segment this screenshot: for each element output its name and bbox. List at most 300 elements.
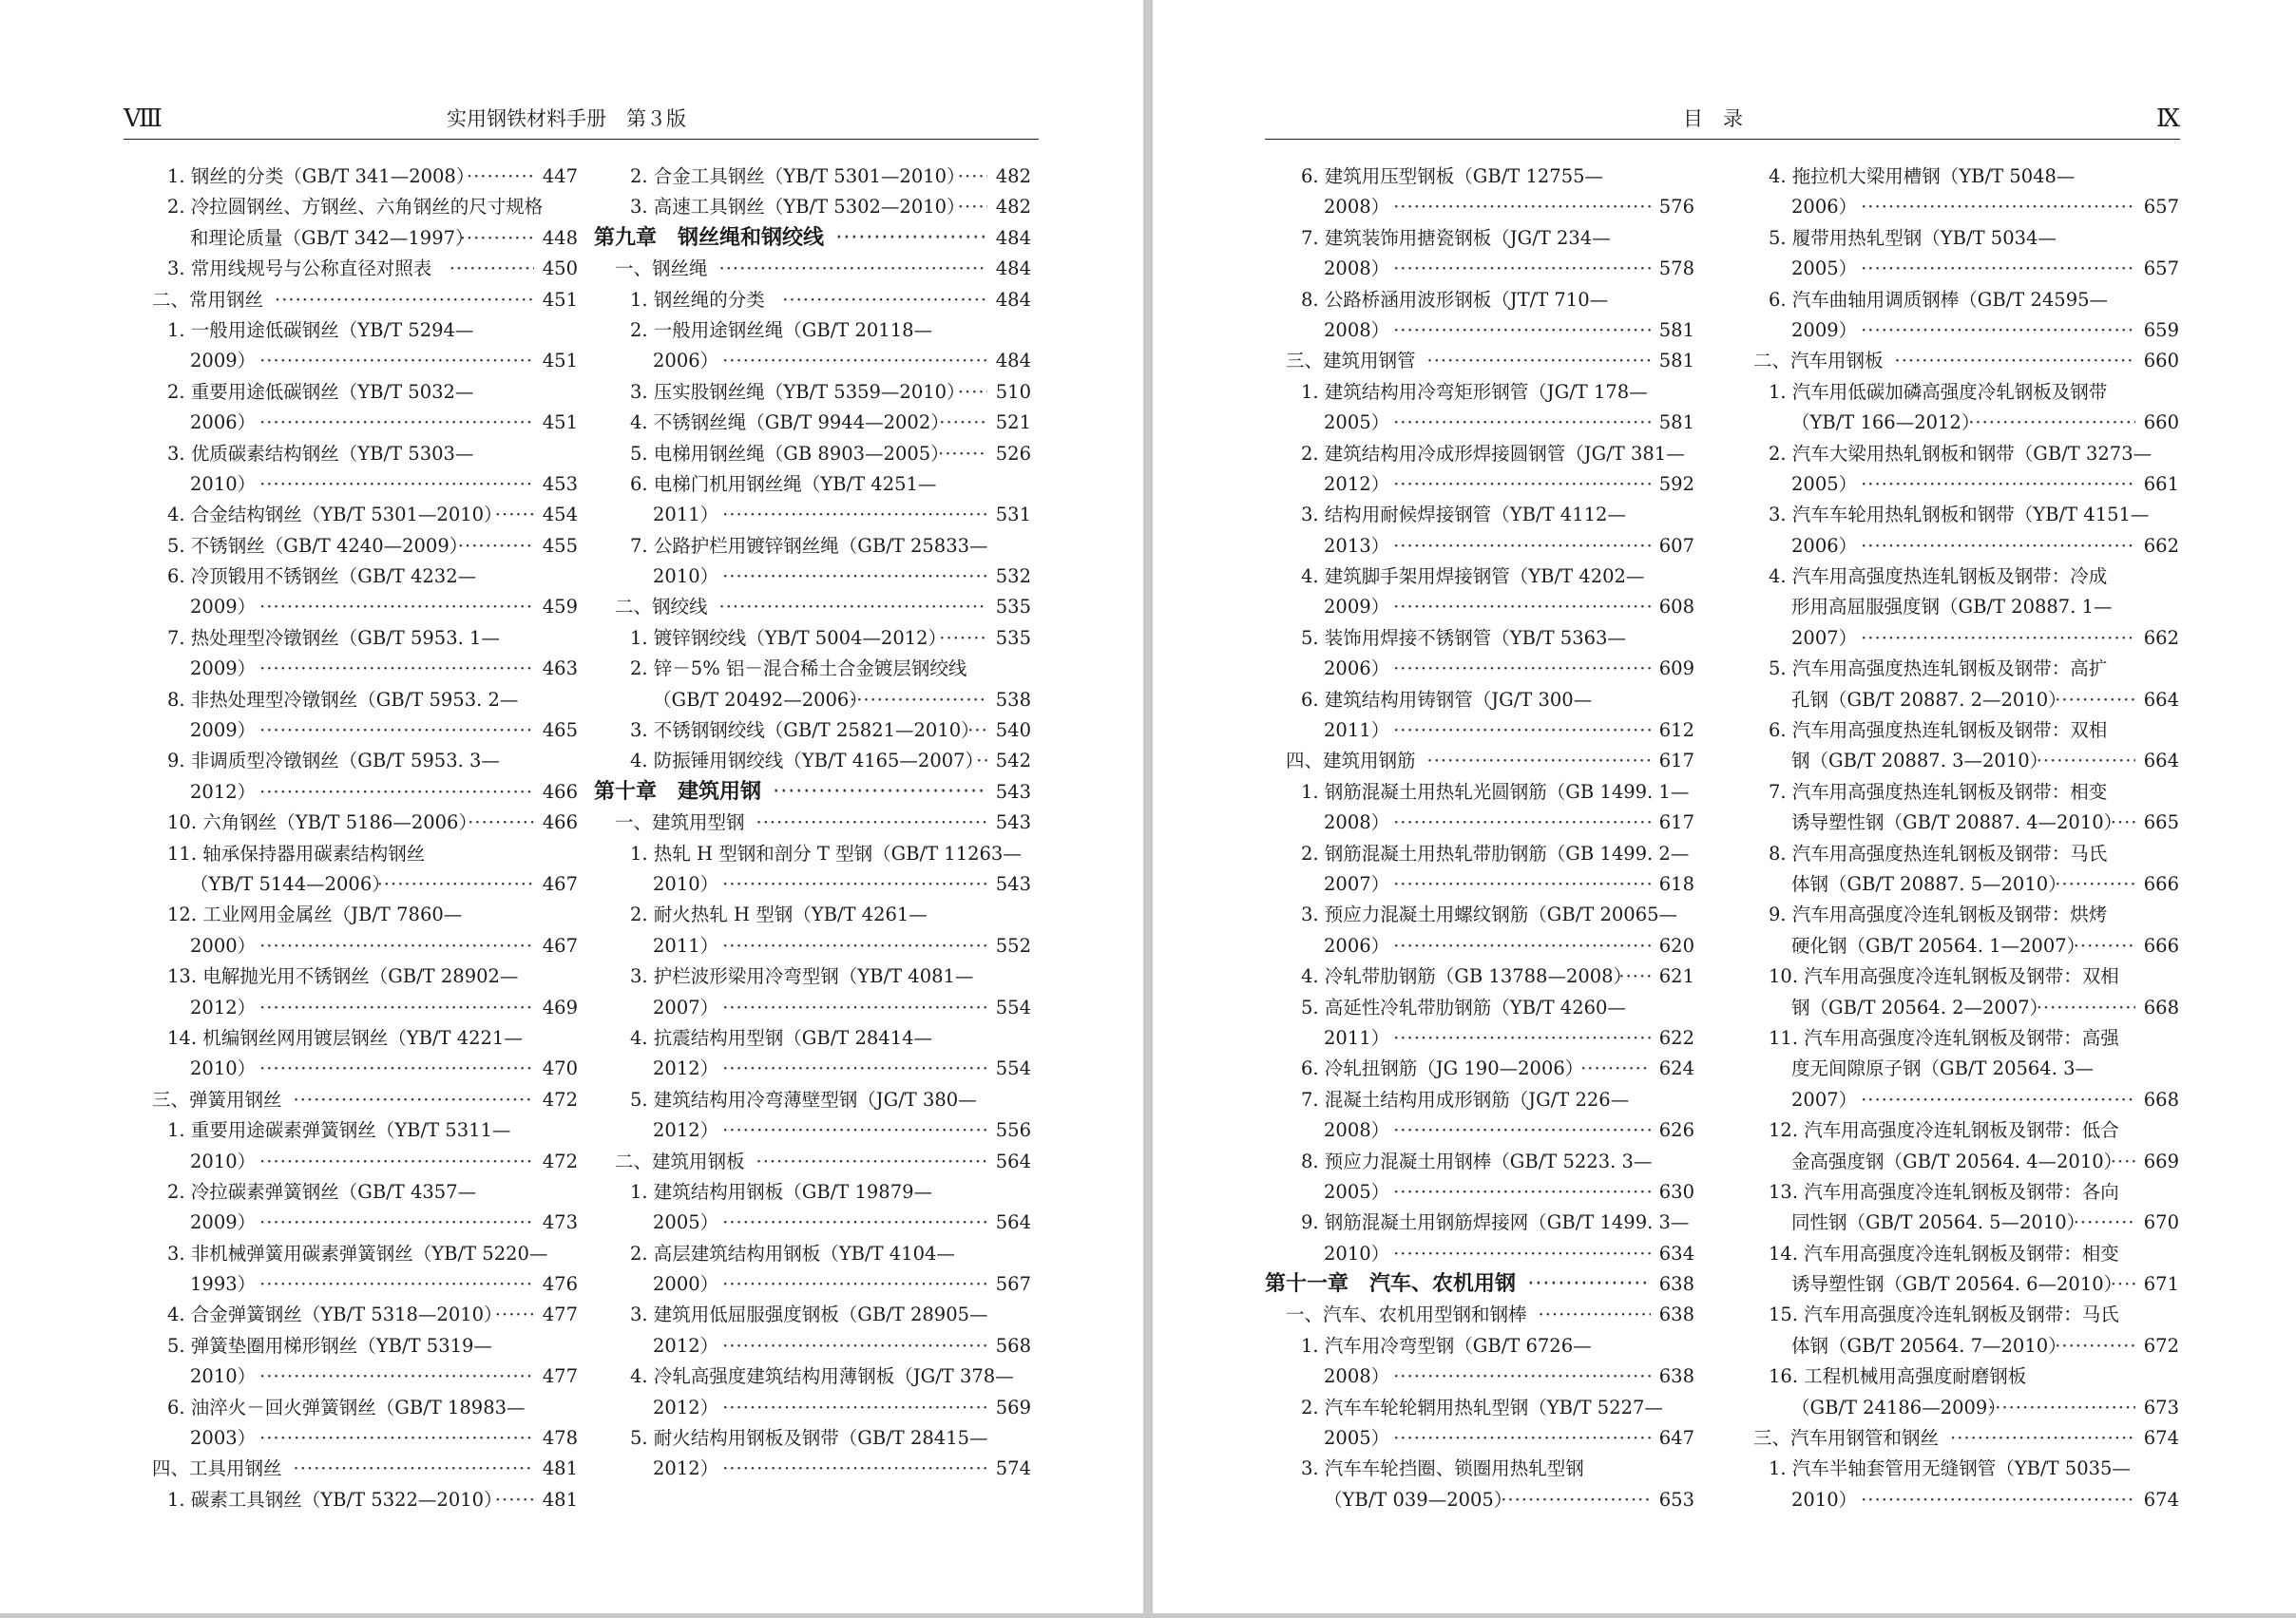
toc-entry — [1265, 315, 1694, 346]
toc-entry-title: 10. 六角钢丝（YB/T 5186—2006） — [167, 811, 477, 834]
toc-entry — [1732, 223, 2179, 254]
toc-entry-title: 2009） — [1791, 318, 1858, 341]
toc-entry — [1732, 839, 2179, 869]
toc-entry — [1732, 439, 2179, 469]
toc-page-number: 661 — [2143, 472, 2179, 495]
toc-entry-title: 13. 汽车用高强度冷连轧钢板及钢带：各向 — [1769, 1180, 2119, 1203]
toc-entry-title: 13. 电解抛光用不锈钢丝（GB/T 28902— — [167, 965, 519, 988]
toc-entry — [131, 223, 578, 254]
toc-page-number: 472 — [542, 1088, 578, 1111]
toc-page-number: 567 — [995, 1273, 1031, 1296]
leader-dots — [458, 531, 534, 562]
toc-entry-title: 2008） — [1324, 318, 1390, 341]
toc-entry — [1265, 1177, 1694, 1208]
toc-entry-title: 2. 钢筋混凝土用热轧带肋钢筋（GB 1499. 2— — [1301, 842, 1690, 865]
leader-dots — [259, 777, 534, 808]
toc-entry — [131, 1177, 578, 1208]
leader-dots — [495, 1300, 534, 1330]
leader-dots — [467, 162, 534, 192]
toc-entry — [1732, 162, 2179, 192]
leader-dots — [2111, 808, 2135, 838]
toc-page-number: 531 — [995, 504, 1031, 526]
toc-page-number: 564 — [995, 1211, 1031, 1234]
toc-entry-title: 2008） — [1324, 1119, 1390, 1142]
leader-dots — [719, 254, 988, 284]
leader-dots — [2055, 869, 2135, 900]
toc-entry-title: 2010） — [190, 472, 257, 495]
toc-entry-title: 2010） — [1324, 1242, 1390, 1265]
toc-entry-title: 二、常用钢丝 — [152, 288, 264, 311]
toc-entry-title: （YB/T 039—2005） — [1324, 1488, 1513, 1511]
toc-page-number: 521 — [995, 411, 1031, 434]
toc-entry-title: 诱导塑性钢（GB/T 20564. 6—2010） — [1791, 1273, 2123, 1296]
toc-entry — [1265, 1208, 1694, 1238]
toc-page-number: 617 — [1658, 750, 1694, 772]
toc-chapter — [594, 223, 1031, 254]
toc-entry — [131, 469, 578, 500]
toc-page-number: 543 — [995, 780, 1031, 803]
toc-entry — [594, 1239, 1031, 1269]
toc-entry — [131, 592, 578, 622]
leader-dots — [1393, 1423, 1651, 1454]
toc-entry-title: 2010） — [653, 565, 719, 588]
toc-entry-title: 14. 汽车用高强度冷连轧钢板及钢带：相变 — [1769, 1242, 2119, 1265]
toc-entry — [1732, 746, 2179, 776]
toc-entry — [1732, 408, 2179, 438]
toc-entry — [1732, 715, 2179, 746]
toc-entry-title: 9. 汽车用高强度冷连轧钢板及钢带：烘烤 — [1769, 904, 2108, 926]
toc-page-number: 484 — [995, 257, 1031, 280]
toc-entry-title: 3. 非机械弹簧用碳素弹簧钢丝（YB/T 5220— — [167, 1242, 548, 1265]
toc-section — [131, 1085, 578, 1115]
toc-entry — [1265, 1054, 1694, 1084]
toc-entry — [1732, 931, 2179, 961]
toc-page-number: 668 — [2143, 1088, 2179, 1111]
leader-dots — [1393, 1361, 1651, 1392]
leader-dots — [1393, 469, 1651, 500]
toc-entry-title: 2005） — [1324, 1427, 1390, 1450]
toc-page-number: 624 — [1658, 1057, 1694, 1080]
toc-entry-title: 二、建筑用钢板 — [615, 1150, 745, 1172]
toc-entry-title: 8. 公路桥涵用波形钢板（JT/T 710— — [1301, 288, 1609, 311]
toc-page-number: 484 — [995, 288, 1031, 311]
leader-dots — [835, 223, 987, 254]
leader-dots — [722, 1269, 987, 1300]
toc-entry-title: 2009） — [1324, 596, 1390, 619]
toc-page-number: 463 — [542, 657, 578, 680]
toc-entry-title: 5. 耐火结构用钢板及钢带（GB/T 28415— — [630, 1427, 988, 1450]
toc-entry-title: 1. 热轧 H 型钢和剖分 T 型钢（GB/T 11263— — [630, 842, 1022, 865]
toc-entry — [1265, 469, 1694, 500]
leader-dots — [2074, 1208, 2135, 1238]
toc-entry — [594, 346, 1031, 376]
toc-entry — [1265, 654, 1694, 684]
leader-dots — [722, 1331, 987, 1361]
toc-entry-title: 4. 建筑脚手架用焊接钢管（YB/T 4202— — [1301, 565, 1645, 588]
toc-entry — [1265, 162, 1694, 192]
leader-dots — [294, 1085, 535, 1115]
toc-page-number: 477 — [542, 1304, 578, 1326]
toc-page-number: 634 — [1658, 1242, 1694, 1265]
toc-entry — [594, 1115, 1031, 1146]
toc-page-number: 668 — [2143, 996, 2179, 1018]
toc-entry-title: 1. 汽车用冷弯型钢（GB/T 6726— — [1301, 1334, 1592, 1357]
running-title: 实用钢铁材料手册 第３版 — [447, 107, 686, 130]
toc-page-number: 482 — [995, 196, 1031, 219]
leader-dots — [2037, 993, 2135, 1023]
toc-entry — [594, 192, 1031, 222]
toc-entry-title: 2. 锌－5% 铝－混合稀土合金镀层钢绞线 — [630, 657, 967, 680]
toc-page-number: 556 — [995, 1119, 1031, 1142]
toc-section — [1732, 346, 2179, 376]
toc-entry-title: 2008） — [1324, 811, 1390, 834]
leader-dots — [967, 715, 987, 746]
leader-dots — [259, 346, 534, 376]
toc-entry — [1265, 408, 1694, 438]
toc-entry — [594, 469, 1031, 500]
leader-dots — [958, 162, 987, 192]
toc-entry-title: 12. 汽车用高强度冷连轧钢板及钢带：低合 — [1769, 1119, 2119, 1142]
toc-entry-title: 2006） — [1791, 196, 1858, 219]
toc-entry-title: 4. 冷轧带肋钢筋（GB 13788—2008） — [1301, 965, 1633, 988]
toc-entry — [131, 654, 578, 684]
toc-entry-title: 2012） — [653, 1057, 719, 1080]
leader-dots — [259, 408, 534, 438]
toc-entry — [1732, 1208, 2179, 1238]
toc-entry-title: 2. 汽车车轮轮辋用热轧型钢（YB/T 5227— — [1301, 1396, 1663, 1418]
leader-dots — [468, 808, 534, 838]
leader-dots — [1393, 531, 1651, 562]
toc-entry — [1732, 869, 2179, 900]
toc-page-number: 576 — [1658, 196, 1694, 219]
toc-page-number: 612 — [1658, 719, 1694, 742]
leader-dots — [259, 715, 534, 746]
toc-entry-title: 2005） — [1791, 472, 1858, 495]
toc-entry — [1265, 285, 1694, 315]
toc-entry — [594, 408, 1031, 438]
leader-dots — [1393, 315, 1651, 346]
toc-entry-title: 1. 建筑结构用钢板（GB/T 19879— — [630, 1180, 933, 1203]
toc-page-number: 453 — [542, 472, 578, 495]
toc-entry — [131, 1115, 578, 1146]
leader-dots — [1895, 346, 2136, 376]
toc-entry — [1265, 1023, 1694, 1054]
toc-entry — [1265, 531, 1694, 562]
toc-entry-title: 15. 汽车用高强度冷连轧钢板及钢带：马氏 — [1769, 1304, 2119, 1326]
leader-dots — [377, 869, 534, 900]
toc-entry — [1732, 1023, 2179, 1054]
toc-entry — [594, 993, 1031, 1023]
toc-page-number: 454 — [542, 504, 578, 526]
toc-entry — [594, 162, 1031, 192]
toc-entry — [1732, 1147, 2179, 1177]
toc-entry — [1732, 562, 2179, 592]
leader-dots — [2111, 1269, 2135, 1300]
toc-section — [131, 1454, 578, 1484]
toc-page-number: 477 — [542, 1365, 578, 1388]
toc-entry — [1732, 1331, 2179, 1361]
toc-entry-title: 2010） — [190, 1365, 257, 1388]
toc-entry-title: 2008） — [1324, 1365, 1390, 1388]
toc-column — [1265, 162, 1694, 1515]
toc-entry-title: 1. 重要用途碳素弹簧钢丝（YB/T 5311— — [167, 1119, 511, 1142]
toc-entry-title: 8. 汽车用高强度热连轧钢板及钢带：马氏 — [1769, 842, 2108, 865]
leader-dots — [722, 1393, 987, 1423]
toc-entry-title: 2. 冷拉碳素弹簧钢丝（GB/T 4357— — [167, 1180, 477, 1203]
toc-section — [1265, 346, 1694, 376]
leader-dots — [1618, 961, 1651, 992]
toc-page-number: 664 — [2143, 688, 2179, 711]
toc-entry — [1732, 1300, 2179, 1330]
toc-entry — [131, 439, 578, 469]
leader-dots — [722, 1115, 987, 1146]
toc-entry — [1265, 993, 1694, 1023]
toc-entry-title: 2007） — [1324, 872, 1390, 895]
toc-entry-title: 2010） — [653, 872, 719, 895]
toc-page-number: 653 — [1658, 1488, 1694, 1511]
toc-page-number: 448 — [542, 226, 578, 249]
toc-page-number: 552 — [995, 934, 1031, 957]
toc-entry-title: 2006） — [1324, 934, 1390, 957]
leader-dots — [1393, 931, 1651, 961]
toc-page-number: 581 — [1658, 318, 1694, 341]
toc-entry-title: 4. 防振锤用钢绞线（YB/T 4165—2007） — [630, 750, 985, 772]
toc-entry — [1732, 469, 2179, 500]
toc-entry-title: 2006） — [1791, 534, 1858, 557]
leader-dots — [939, 623, 987, 654]
toc-entry — [131, 746, 578, 776]
leader-dots — [958, 377, 987, 408]
toc-entry — [131, 315, 578, 346]
leader-dots — [259, 592, 534, 622]
leader-dots — [1861, 192, 2135, 222]
toc-entry-title: 5. 不锈钢丝（GB/T 4240—2009） — [167, 534, 469, 557]
toc-entry-title: 形用高屈服强度钢（GB/T 20887. 1— — [1791, 596, 2113, 619]
toc-entry-title: 3. 高速工具钢丝（YB/T 5302—2010） — [630, 196, 966, 219]
toc-entry — [594, 285, 1031, 315]
toc-page-number: 607 — [1658, 534, 1694, 557]
toc-entry-title: 9. 非调质型冷镦钢丝（GB/T 5953. 3— — [167, 750, 500, 772]
left-page-header — [124, 103, 1039, 140]
toc-entry-title: 2007） — [653, 996, 719, 1018]
leader-dots — [450, 254, 534, 284]
toc-page-number: 542 — [995, 750, 1031, 772]
leader-dots — [259, 1054, 534, 1084]
toc-entry-title: 7. 汽车用高强度热连轧钢板及钢带：相变 — [1769, 780, 2108, 803]
toc-entry — [1265, 715, 1694, 746]
toc-page-number: 660 — [2143, 411, 2179, 434]
toc-entry — [1732, 808, 2179, 838]
toc-entry — [131, 1361, 578, 1392]
leader-dots — [259, 1147, 534, 1177]
leader-dots — [1861, 254, 2135, 284]
toc-entry — [131, 777, 578, 808]
toc-entry — [1732, 500, 2179, 530]
toc-entry-title: 2008） — [1324, 257, 1390, 280]
toc-entry — [131, 1054, 578, 1084]
toc-entry-title: 3. 汽车车轮挡圈、锁圈用热轧型钢 — [1301, 1457, 1584, 1480]
toc-page-number: 467 — [542, 934, 578, 957]
toc-page-number: 620 — [1658, 934, 1694, 957]
leader-dots — [782, 285, 987, 315]
toc-page-number: 647 — [1658, 1427, 1694, 1450]
toc-page-number: 469 — [542, 996, 578, 1018]
toc-entry-title: 一、建筑用型钢 — [615, 811, 745, 834]
toc-entry-title: 2005） — [653, 1211, 719, 1234]
toc-entry — [131, 1300, 578, 1330]
toc-entry — [1265, 931, 1694, 961]
running-title: 目 录 — [1683, 107, 1743, 130]
toc-entry — [131, 408, 578, 438]
toc-entry — [594, 1300, 1031, 1330]
leader-dots — [259, 654, 534, 684]
toc-entry — [131, 808, 578, 838]
toc-entry — [594, 377, 1031, 408]
toc-entry — [131, 192, 578, 222]
toc-entry-title: 2005） — [1324, 1180, 1390, 1203]
toc-entry — [131, 562, 578, 592]
toc-entry — [594, 500, 1031, 530]
toc-entry-title: 硬化钢（GB/T 20564. 1—2007） — [1791, 934, 2086, 957]
leader-dots — [495, 500, 534, 530]
toc-entry-title: 4. 拖拉机大梁用槽钢（YB/T 5048— — [1769, 165, 2076, 187]
toc-entry — [1265, 900, 1694, 930]
toc-entry-title: 5. 汽车用高强度热连轧钢板及钢带：高扩 — [1769, 657, 2108, 680]
leader-dots — [495, 1485, 534, 1515]
toc-column — [131, 162, 578, 1515]
toc-entry — [1265, 685, 1694, 715]
toc-page-number: 574 — [995, 1457, 1031, 1480]
toc-entry — [1265, 1361, 1694, 1392]
toc-entry-title: 10. 汽车用高强度冷连轧钢板及钢带：双相 — [1769, 965, 2119, 988]
toc-entry-title: 2009） — [190, 719, 257, 742]
toc-entry — [1732, 1454, 2179, 1484]
toc-entry — [1265, 1393, 1694, 1423]
leader-dots — [1393, 1115, 1651, 1146]
toc-section — [594, 592, 1031, 622]
toc-entry — [1732, 192, 2179, 222]
toc-page-number: 666 — [2143, 872, 2179, 895]
toc-section — [1265, 746, 1694, 776]
toc-entry-title: 2000） — [190, 934, 257, 957]
toc-entry — [131, 500, 578, 530]
toc-entry — [594, 1393, 1031, 1423]
toc-page-number: 638 — [1658, 1365, 1694, 1388]
toc-entry — [594, 1454, 1031, 1484]
toc-page-number: 535 — [995, 596, 1031, 619]
toc-page-number: 581 — [1658, 411, 1694, 434]
leader-dots — [460, 223, 534, 254]
toc-section — [131, 285, 578, 315]
toc-page-number: 540 — [995, 719, 1031, 742]
toc-page-number: 657 — [2143, 196, 2179, 219]
toc-entry-title: 2011） — [653, 934, 719, 957]
toc-entry-title: 12. 工业网用金属丝（JB/T 7860— — [167, 904, 463, 926]
toc-page-number: 484 — [995, 226, 1031, 249]
toc-entry-title: 1. 镀锌钢绞线（YB/T 5004—2012） — [630, 626, 947, 649]
toc-page-number: 543 — [995, 811, 1031, 834]
toc-entry-title: 1. 碳素工具钢丝（YB/T 5322—2010） — [167, 1488, 503, 1511]
toc-page-number: 665 — [2143, 811, 2179, 834]
toc-column — [594, 162, 1031, 1485]
toc-entry-title: 2010） — [190, 1150, 257, 1172]
toc-entry-title: 3. 预应力混凝土用螺纹钢筋（GB/T 20065— — [1301, 904, 1678, 926]
toc-entry-title: 1. 一般用途低碳钢丝（YB/T 5294— — [167, 318, 474, 341]
toc-page-number: 467 — [542, 872, 578, 895]
toc-entry — [594, 746, 1031, 776]
leader-dots — [1393, 1239, 1651, 1269]
toc-chapter — [1265, 1269, 1694, 1300]
toc-page-number: 669 — [2143, 1150, 2179, 1172]
toc-entry — [1732, 254, 2179, 284]
toc-entry — [594, 869, 1031, 900]
toc-entry-title: 孔钢（GB/T 20887. 2—2010） — [1791, 688, 2067, 711]
toc-entry-title: 2. 汽车大梁用热轧钢板和钢带（GB/T 3273— — [1769, 442, 2152, 465]
toc-entry-title: 2013） — [1324, 534, 1390, 557]
toc-page-number: 578 — [1658, 257, 1694, 280]
leader-dots — [1393, 1177, 1651, 1208]
toc-page-number: 554 — [995, 996, 1031, 1018]
toc-entry-title: 2. 建筑结构用冷成形焊接圆钢管（JG/T 381— — [1301, 442, 1685, 465]
toc-entry-title: 2006） — [1324, 657, 1390, 680]
toc-page-number: 660 — [2143, 350, 2179, 372]
toc-entry — [1732, 1361, 2179, 1392]
toc-entry-title: 8. 预应力混凝土用钢棒（GB/T 5223. 3— — [1301, 1150, 1653, 1172]
toc-entry-title: 2003） — [190, 1427, 257, 1450]
toc-entry-title: 2012） — [190, 996, 257, 1018]
toc-entry — [594, 654, 1031, 684]
toc-entry-title: 诱导塑性钢（GB/T 20887. 4—2010） — [1791, 811, 2123, 834]
toc-entry — [1265, 623, 1694, 654]
toc-entry-title: （YB/T 5144—2006） — [190, 872, 391, 895]
toc-entry-title: 2009） — [190, 596, 257, 619]
toc-entry-title: （GB/T 24186—2009） — [1791, 1396, 2006, 1418]
toc-page-number: 638 — [1658, 1304, 1694, 1326]
toc-page-number: 465 — [542, 719, 578, 742]
leader-dots — [976, 746, 987, 776]
leader-dots — [1527, 1269, 1651, 1300]
leader-dots — [1393, 654, 1651, 684]
toc-page-number: 451 — [542, 411, 578, 434]
leader-dots — [1861, 1085, 2135, 1115]
toc-entry — [1732, 1115, 2179, 1146]
toc-entry — [131, 961, 578, 992]
leader-dots — [1393, 1023, 1651, 1054]
leader-dots — [722, 1054, 987, 1084]
toc-entry-title: 1. 建筑结构用冷弯矩形钢管（JG/T 178— — [1301, 380, 1648, 403]
toc-entry-title: 度无间隙原子钢（GB/T 20564. 3— — [1791, 1057, 2095, 1080]
leader-dots — [2055, 685, 2135, 715]
toc-entry-title: 一、汽车、农机用型钢和钢棒 — [1286, 1304, 1527, 1326]
page-number: Ⅷ — [124, 105, 163, 133]
toc-entry — [1265, 1147, 1694, 1177]
toc-page-number: 662 — [2143, 626, 2179, 649]
leader-dots — [1950, 1423, 2135, 1454]
toc-entry — [1732, 531, 2179, 562]
toc-entry — [131, 623, 578, 654]
toc-entry-title: 2012） — [653, 1457, 719, 1480]
toc-page-number: 666 — [2143, 934, 2179, 957]
toc-entry — [1732, 685, 2179, 715]
toc-page-number: 638 — [1658, 1273, 1694, 1296]
toc-entry-title: 3. 优质碳素结构钢丝（YB/T 5303— — [167, 442, 474, 465]
toc-page-number: 554 — [995, 1057, 1031, 1080]
toc-entry-title: 3. 汽车车轮用热轧钢板和钢带（YB/T 4151— — [1769, 504, 2150, 526]
leader-dots — [1393, 592, 1651, 622]
leader-dots — [2074, 931, 2135, 961]
toc-entry — [594, 931, 1031, 961]
toc-entry — [1732, 900, 2179, 930]
